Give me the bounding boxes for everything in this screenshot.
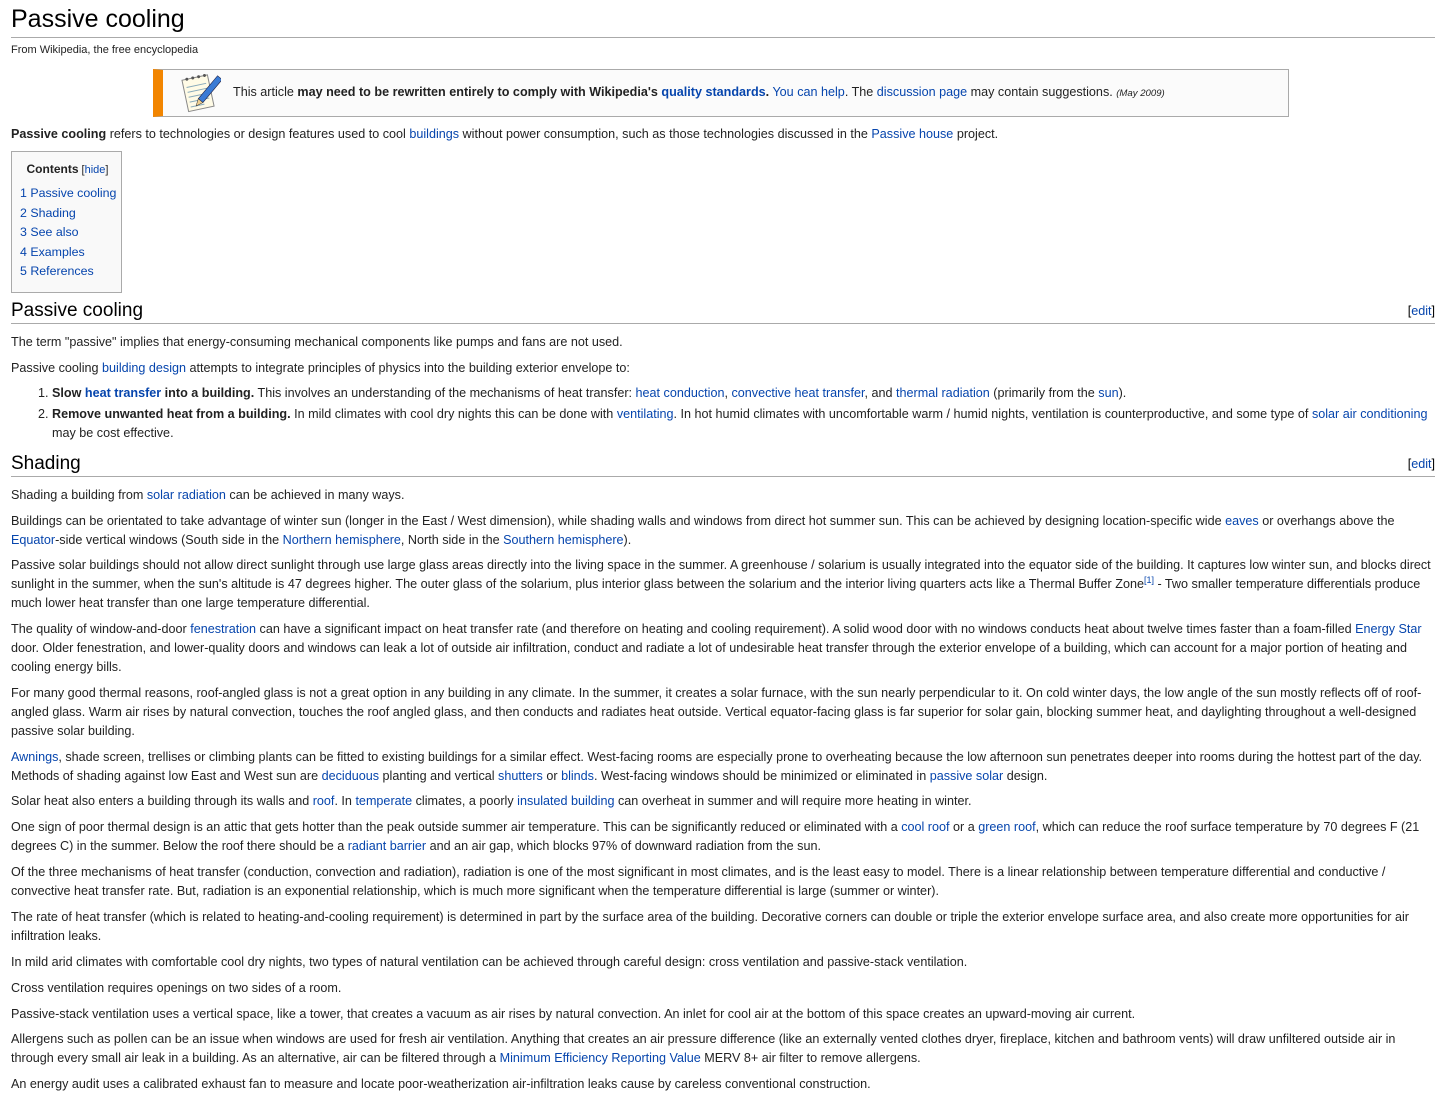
toc-hide-link[interactable]: hide <box>84 164 106 176</box>
lead-text-3: project. <box>953 127 999 141</box>
toc-hide-open: [ <box>78 164 85 176</box>
text: ). <box>623 533 632 547</box>
discussion-page-link[interactable]: discussion page <box>876 85 968 99</box>
heat-transfer-link[interactable]: heat transfer <box>84 386 162 400</box>
lead-text-2: without power consumption, such as those technologies discussed in the <box>459 127 872 141</box>
cool-roof-link[interactable]: cool roof <box>901 820 950 834</box>
passive-house-link[interactable]: Passive house <box>871 127 954 141</box>
text: can be achieved in many ways. <box>225 488 405 502</box>
toc-title-text: Contents <box>26 162 79 176</box>
text: and an air gap, which blocks 97% of downward radiation from the sun. <box>426 839 821 853</box>
text: planting and vertical <box>379 769 499 783</box>
paragraph: The rate of heat transfer (which is related to heating-and-cooling requirement) is determined in part by the surface area of the building. Decorative corners can double or triple the exterior envelope surface area, and also create more opportunities for air infiltration leaks. <box>11 910 1409 943</box>
temperate-link[interactable]: temperate <box>355 794 413 808</box>
heat-conduction-link[interactable]: heat conduction <box>635 386 725 400</box>
paragraph: Passive-stack ventilation uses a vertical space, like a tower, that creates a vacuum as air rises by natural convection. An inlet for cool air at the bottom of this space creates an upward-moving air current. <box>11 1007 1136 1021</box>
edit-link-passive-cooling[interactable]: edit <box>1411 304 1432 318</box>
notice-bold-pre: may need to be rewritten entirely to comply with Wikipedia's <box>297 85 662 99</box>
edit-wrapper <box>1408 302 1435 323</box>
toc-hide-close: ] <box>105 164 109 176</box>
section-title: Passive cooling <box>11 300 144 321</box>
section-heading-shading <box>11 452 1435 477</box>
paragraph <box>11 512 1435 550</box>
tagline: From Wikipedia, the free encyclopedia <box>11 44 199 56</box>
buildings-link[interactable]: buildings <box>409 127 460 141</box>
text: , which can reduce the roof surface temperature by 70 degrees F (21 degrees C) in the summer. Below the roof there should be a <box>11 820 1420 853</box>
text: or overhangs above the <box>1258 514 1395 528</box>
sun-link[interactable]: sun <box>1098 386 1119 400</box>
text: Allergens such as pollen can be an issue when windows are used for fresh air ventilation. Anything that creates an air pressure difference (like an externally vented clothes dryer, fireplace, kitchen and bathroom vents) will draw unfiltered outside air in through every small air leak in a building. As an alternative, air can be filtered through a <box>11 1032 1396 1065</box>
rewrite-notice-box <box>153 69 1289 117</box>
page-title: Passive cooling <box>11 0 1435 38</box>
toc-item-references[interactable]: 5 References <box>20 264 94 279</box>
green-roof-link[interactable]: green roof <box>978 820 1036 834</box>
paragraph: In mild arid climates with comfortable cool dry nights, two types of natural ventilation can be achieved through careful design: cross ventilation and passive-stack ventilation. <box>11 955 968 969</box>
edit-wrapper <box>1408 455 1435 476</box>
notice-date: (May 2009) <box>1116 88 1165 99</box>
text: Passive solar buildings should not allow direct sunlight through use large glass areas directly into the living space in the summer. A greenhouse / solarium is usually integrated into the equator side of the building. It captures low winter sun, and blocks direct sunlight in the summer, when the sun's altitude is 47 degrees higher. The outer glass of the solarium, plus interior glass between the solarium and the interior living quarters acts like a Thermal Buffer Zone <box>11 558 1431 591</box>
radiant-barrier-link[interactable]: radiant barrier <box>347 839 427 853</box>
text: , North side in the <box>400 533 504 547</box>
table-of-contents <box>11 151 122 293</box>
notice-post: may contain suggestions. <box>967 85 1117 99</box>
quality-standards-link[interactable]: quality standards <box>661 85 766 99</box>
list-item-bold <box>52 386 254 400</box>
paragraph <box>11 486 1435 505</box>
reference-link-1[interactable]: [1] <box>1143 574 1154 585</box>
paragraph <box>11 620 1435 677</box>
text: (primarily from the <box>989 386 1099 400</box>
toc-item-passive-cooling[interactable]: 1 Passive cooling <box>20 186 117 200</box>
shutters-link[interactable]: shutters <box>498 769 543 783</box>
toc-hide-wrapper <box>79 164 109 176</box>
numbered-list <box>11 384 1435 443</box>
solar-radiation-link[interactable]: solar radiation <box>146 488 226 502</box>
text: may be cost effective. <box>52 426 174 440</box>
paragraph: Of the three mechanisms of heat transfer (conduction, convection and radiation), radiation is one of the most significant in most climates, and is the least easy to model. There is a linear relationship between temperature differential and conductive / convective heat transfer rate. But, radiation is an exponential relationship, which is much more significant when the temperature differential is large (summer or winter). <box>11 865 1386 898</box>
northern-hemisphere-link[interactable]: Northern hemisphere <box>282 533 401 547</box>
text: . In hot humid climates with uncomfortable warm / humid nights, ventilation is counterproductive, and some type of <box>673 407 1312 421</box>
thermal-radiation-link[interactable]: thermal radiation <box>896 386 990 400</box>
text: This involves an understanding of the mechanisms of heat transfer: <box>254 386 636 400</box>
edit-link-shading[interactable]: edit <box>1411 457 1432 471</box>
notice-bold <box>297 85 769 99</box>
text: , shade screen, trellises or climbing plants can be fitted to existing buildings for a similar effect. West-facing rooms are especially prone to overheating because the low afternoon sun penetrates deeper into rooms during the hottest part of the day. Methods of shading against low East and West sun are <box>11 750 1423 783</box>
edit-open: [ <box>1407 457 1412 471</box>
toc-item-examples[interactable]: 4 Examples <box>20 244 85 259</box>
text: can have a significant impact on heat transfer rate (and therefore on heating and cooling requirement). A solid wood door with no windows conducts heat about twelve times faster than a foam-filled <box>256 622 1356 636</box>
ventilating-link[interactable]: ventilating <box>616 407 674 421</box>
notice-text <box>233 83 1165 103</box>
equator-link[interactable]: Equator <box>11 533 56 547</box>
text: into a building. <box>161 386 255 400</box>
fenestration-link[interactable]: fenestration <box>190 622 257 636</box>
edit-close: ] <box>1431 304 1435 318</box>
convective-heat-transfer-link[interactable]: convective heat transfer <box>731 386 865 400</box>
text: Slow <box>52 386 85 400</box>
text: can overheat in summer and will require more heating in winter. <box>614 794 972 808</box>
text: Shading a building from <box>11 488 147 502</box>
you-can-help-link[interactable]: You can help <box>772 85 845 99</box>
paragraph: For many good thermal reasons, roof-angled glass is not a great option in any building in any climate. In the summer, it creates a solar furnace, with the sun nearly perpendicular to it. On cold winter days, the low angle of the sun mostly reflects off of roof-angled glass. Warm air rises by natural convection, touches the roof angled glass, and then conducts and radiates heat outside. Vertical equator-facing glass is far superior for solar gain, blocking summer heat, and daylighting throughout a well-designed passive solar building. <box>11 686 1422 738</box>
text: ). <box>1118 386 1127 400</box>
text: or <box>542 769 562 783</box>
paragraph <box>11 818 1435 856</box>
list-item <box>52 405 1435 443</box>
paragraph <box>11 748 1435 786</box>
lead-bold: Passive cooling <box>11 127 107 141</box>
paragraph <box>11 359 1435 378</box>
lead-paragraph <box>11 125 1435 144</box>
solar-air-conditioning-link[interactable]: solar air conditioning <box>1311 407 1428 421</box>
text: , and <box>864 386 896 400</box>
text: Buildings can be orientated to take advantage of winter sun (longer in the East / West dimension), while shading walls and windows from direct hot summer sun. This can be achieved by designing location-specific wide <box>11 514 1226 528</box>
eaves-link[interactable]: eaves <box>1225 514 1259 528</box>
toc-item-see-also[interactable]: 3 See also <box>20 225 79 240</box>
text: . In <box>334 794 356 808</box>
paragraph <box>11 556 1435 613</box>
text: door. Older fenestration, and lower-quality doors and windows can leak a lot of outside air infiltration, conduct and radiate a lot of undesirable heat transfer through the exterior envelope of a building, which can account for a major portion of heating and cooling energy bills. <box>11 641 1407 674</box>
notice-pre: This article <box>233 85 298 99</box>
southern-hemisphere-link[interactable]: Southern hemisphere <box>503 533 624 547</box>
merv-link[interactable]: Minimum Efficiency Reporting Value <box>499 1051 701 1065</box>
text: MERV 8+ air filter to remove allergens. <box>700 1051 921 1065</box>
toc-item-shading[interactable]: 2 Shading <box>20 205 76 220</box>
building-design-link[interactable]: building design <box>102 361 187 375</box>
notice-mid: . The <box>844 85 877 99</box>
text: In mild climates with cool dry nights this can be done with <box>290 407 617 421</box>
text: -side vertical windows (South side in the <box>55 533 283 547</box>
edit-close: ] <box>1431 457 1435 471</box>
paragraph <box>11 1030 1435 1068</box>
edit-open: [ <box>1407 304 1412 318</box>
text: Passive cooling <box>11 361 103 375</box>
text: attempts to integrate principles of physics into the building exterior envelope to: <box>186 361 630 375</box>
text: Solar heat also enters a building through its walls and <box>11 794 313 808</box>
notepad-pencil-icon <box>177 71 221 115</box>
text: . West-facing windows should be minimized or eliminated in <box>593 769 930 783</box>
text: - Two smaller temperature differentials produce much lower heat transfer than one large temperature differential. <box>11 577 1421 610</box>
awnings-link[interactable]: Awnings <box>11 750 59 764</box>
passive-solar-link[interactable]: passive solar <box>929 769 1004 783</box>
roof-link[interactable]: roof <box>312 794 335 808</box>
list-item-bold: Remove unwanted heat from a building. <box>52 407 291 421</box>
text: , <box>724 386 732 400</box>
section-heading-passive-cooling <box>11 299 1435 324</box>
energy-star-link[interactable]: Energy Star <box>1355 622 1422 636</box>
deciduous-link[interactable]: deciduous <box>321 769 380 783</box>
paragraph: Cross ventilation requires openings on two sides of a room. <box>11 981 342 995</box>
toc-title <box>20 160 115 180</box>
list-item <box>52 384 1435 403</box>
text: or a <box>949 820 979 834</box>
paragraph <box>11 792 1435 811</box>
text: One sign of poor thermal design is an attic that gets hotter than the peak outside summer air temperature. This can be significantly reduced or eliminated with a <box>11 820 902 834</box>
section-title: Shading <box>11 453 81 474</box>
blinds-link[interactable]: blinds <box>561 769 594 783</box>
text: design. <box>1003 769 1048 783</box>
insulated-building-link[interactable]: insulated building <box>517 794 615 808</box>
lead-text-1: refers to technologies or design features used to cool <box>106 127 410 141</box>
paragraph: The term "passive" implies that energy-consuming mechanical components like pumps and fans are not used. <box>11 335 623 349</box>
notice-period: . <box>765 85 770 99</box>
paragraph: An energy audit uses a calibrated exhaust fan to measure and locate poor-weatherization air-infiltration leaks cause by careless conventional construction. <box>11 1077 871 1091</box>
text: climates, a poorly <box>412 794 518 808</box>
text: The quality of window-and-door <box>11 622 191 636</box>
